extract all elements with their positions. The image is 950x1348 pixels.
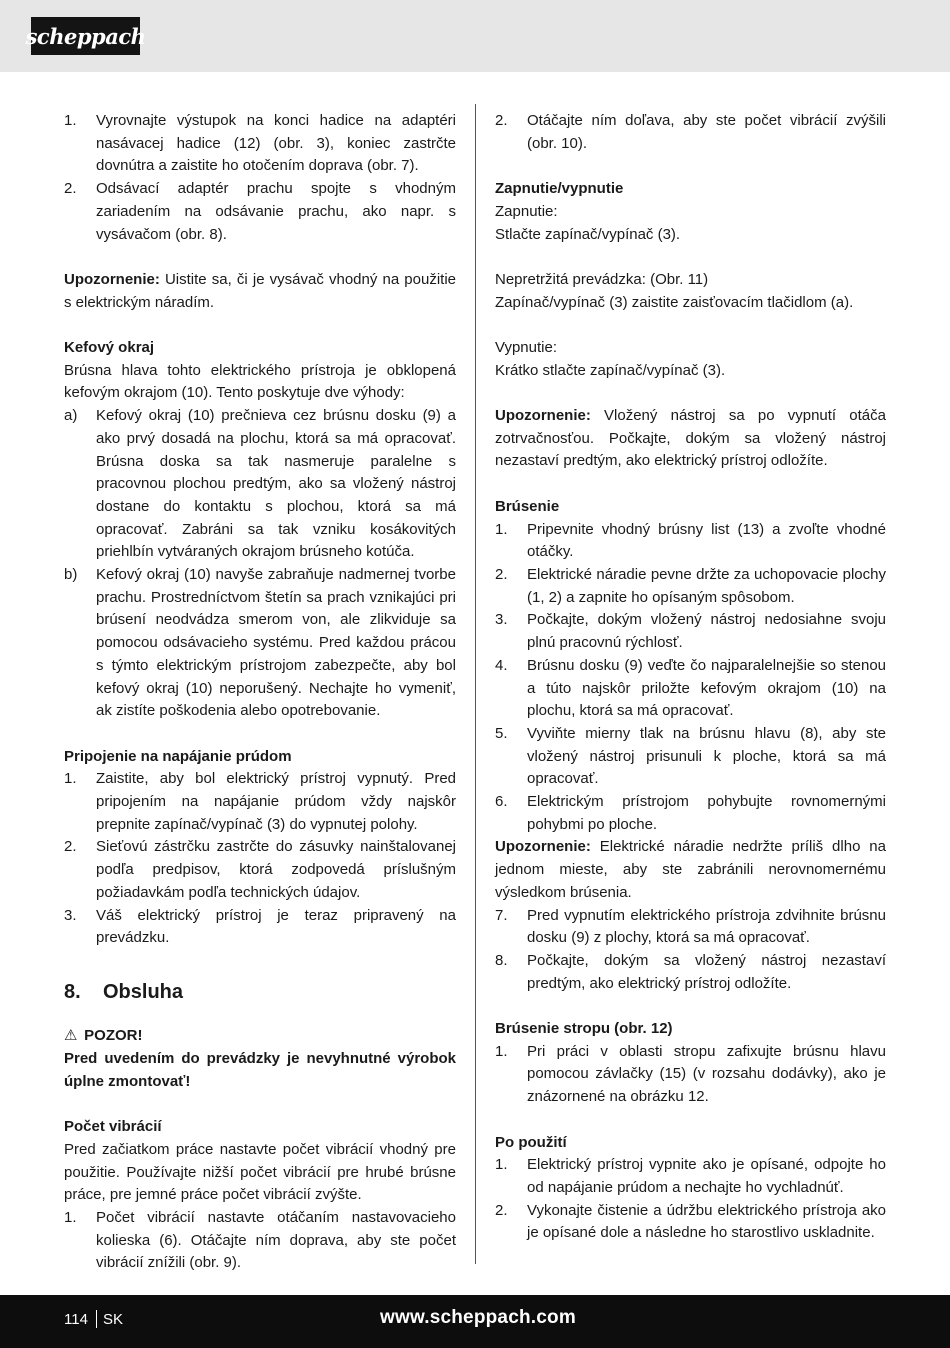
list-item bbox=[64, 768, 456, 836]
list-item-number: 2. bbox=[64, 180, 77, 198]
list-item-number: 7. bbox=[495, 906, 508, 924]
section-title: Obsluha bbox=[103, 980, 184, 1003]
page-number: 114 bbox=[64, 1311, 88, 1328]
list-item-number: 4. bbox=[495, 656, 508, 674]
scheppach-logo: scheppach bbox=[31, 17, 140, 55]
warning-label: POZOR! bbox=[84, 1027, 143, 1045]
heading-brusenie-stropu: Brúsenie stropu (obr. 12) bbox=[495, 1020, 673, 1038]
list-item bbox=[64, 178, 456, 246]
list-item-number: 3. bbox=[64, 906, 77, 924]
po-pouziti-list bbox=[495, 1154, 886, 1245]
heading-kefovy-okraj: Kefový okraj bbox=[64, 339, 155, 356]
list-item bbox=[64, 836, 456, 904]
list-item bbox=[495, 791, 886, 836]
list-item-text: Vyviňte mierny tlak na brúsnu hlavu (8), aby ste vložený nástroj prisunuli k ploche, ktorá sa má opracovať. bbox=[527, 724, 886, 788]
list-item bbox=[495, 723, 886, 791]
list-item-text: Elektrický prístroj vypnite ako je opísané, odpojte ho od napájanie prúdom a nechajte ho vychladnúť. bbox=[527, 1156, 886, 1196]
list-item-text: Odsávací adaptér prachu spojte s vhodným zariadením na odsávanie prachu, ako napr. s vysávačom (obr. 8). bbox=[96, 180, 456, 243]
list-item-number: 3. bbox=[495, 611, 508, 629]
list-item-number: 2. bbox=[495, 1201, 508, 1219]
list-item bbox=[495, 1154, 886, 1199]
nepretrzita-text: Zapínač/vypínač (3) zaistite zaisťovacím tlačidlom (a). bbox=[495, 293, 854, 311]
strop-list bbox=[495, 1041, 886, 1109]
list-item bbox=[495, 564, 886, 609]
list-item bbox=[64, 405, 456, 564]
kefovy-intro: Brúsna hlava tohto elektrického prístroja je obklopená kefovým okrajom (10). Tento poskytuje dve výhody: bbox=[64, 361, 456, 402]
vibracie-list-left bbox=[64, 1207, 456, 1275]
adapter-list bbox=[64, 110, 456, 246]
list-item-number: 1. bbox=[495, 520, 508, 538]
list-item-text: Pri práci v oblasti stropu zafixujte brúsnu hlavu pomocou závlačky (15) (v rozsahu dodávky), ako je znázornené na obrázku 12. bbox=[527, 1042, 886, 1106]
vypnutie-text: Krátko stlačte zapínač/vypínač (3). bbox=[495, 361, 726, 379]
warning-heading bbox=[64, 1025, 456, 1048]
list-item-text: Kefový okraj (10) navyše zabraňuje nadmernej tvorbe prachu. Prostredníctvom štetín sa prach vznikajúci pri brúsení neodvádza smerom von, ale zlikviduje sa pomocou odsávacieho systému. Pred každou prácou s týmto elektrickým prístrojom zabezpečte, aby bol kefový okraj (10) neporušený. Nechajte ho vymeniť, ak zistíte poškodenia alebo opotrebovanie. bbox=[96, 566, 456, 720]
note-label: Upozornenie: bbox=[495, 407, 591, 425]
right-column bbox=[495, 110, 886, 1245]
list-item-text: Vykonajte čistenie a údržbu elektrického prístroja ako je opísané dole a následne ho starostlivo uskladnite. bbox=[527, 1201, 886, 1242]
list-item-number: 2. bbox=[64, 838, 77, 856]
heading-zapnutie: Zapnutie/vypnutie bbox=[495, 180, 624, 198]
pripojenie-list bbox=[64, 768, 456, 950]
list-item-text: Sieťovú zástrčku zastrčte do zásuvky nainštalovanej podľa predpisov, ktorá zodpovedá príslušným požiadavkám podľa technických údajov. bbox=[96, 838, 456, 901]
list-item-text: Váš elektrický prístroj je teraz pripravený na prevádzku. bbox=[96, 906, 456, 947]
vypnutie-label: Vypnutie: bbox=[495, 338, 557, 356]
list-item-text: Počkajte, dokým vložený nástroj nedosiahne svoju plnú pracovnú rýchlosť. bbox=[527, 611, 886, 652]
list-item-text: Brúsnu dosku (9) veďte čo najparalelnejšie so stenou a túto najskôr priložte kefovým okrajom (10) na plochu, ktorá sa má opracovať. bbox=[527, 656, 886, 720]
note-label: Upozornenie: bbox=[64, 270, 160, 288]
list-item-number: 8. bbox=[495, 951, 508, 969]
list-item bbox=[495, 950, 886, 995]
section-number: 8. bbox=[64, 980, 81, 1003]
warning-text: Pred uvedením do prevádzky je nevyhnutné výrobok úplne zmontovať! bbox=[64, 1050, 456, 1090]
heading-brusenie: Brúsenie bbox=[495, 497, 560, 515]
brusenie-list-2 bbox=[495, 905, 886, 996]
list-item-number: 1. bbox=[64, 770, 77, 788]
vibracie-list-right bbox=[495, 110, 886, 155]
heading-pripojenie: Pripojenie na napájanie prúdom bbox=[64, 747, 292, 765]
list-item-text: Zaistite, aby bol elektrický prístroj vypnutý. Pred pripojením na napájanie prúdom vždy najskôr prepnite zapínač/vypínač (3) do vypnutej polohy. bbox=[96, 770, 456, 833]
warning-icon: ⚠ bbox=[64, 1027, 78, 1045]
zapnutie-text: Stlačte zapínač/vypínač (3). bbox=[495, 225, 681, 243]
list-item-text: Elektrické náradie pevne držte za uchopovacie plochy (1, 2) a zapnite ho opísaným spôsobom. bbox=[527, 565, 886, 606]
list-item-text: Pred vypnutím elektrického prístroja zdvihnite brúsnu dosku (9) z plochy, ktorá sa má opracovať. bbox=[527, 906, 886, 947]
left-column bbox=[64, 110, 456, 1275]
vibracie-intro: Pred začiatkom práce nastavte počet vibrácií vhodný pre použitie. Používajte nižší počet vibrácií pre hrubé brúsne práce, pre jemné práce počet vibrácií zvýšte. bbox=[64, 1140, 456, 1204]
footer-separator bbox=[96, 1310, 97, 1328]
list-item-text: Kefový okraj (10) prečnieva cez brúsnu dosku (9) a ako prvý dosadá na plochu, ktorá sa má opracovať. Brúsna doska sa tak nasmeruje paralelne s pracovnou plochou predtým, ako sa vložený nástroj dostane do kontaktu s plochou, ktorá sa má opracovať. Zabráni sa tak vzniku kosákovitých priehlbín vytváraných okrajom brúsneho kotúča. bbox=[96, 407, 456, 561]
list-item-number: a) bbox=[64, 407, 78, 425]
page-footer bbox=[0, 1295, 950, 1348]
list-item bbox=[495, 1200, 886, 1245]
list-item bbox=[64, 1207, 456, 1275]
list-item-number: 5. bbox=[495, 724, 508, 742]
list-item-number: 6. bbox=[495, 793, 508, 811]
list-item-number: 2. bbox=[495, 565, 508, 583]
list-item-text: Vyrovnajte výstupok na konci hadice na adaptéri nasávacej hadice (12) (obr. 3), koniec zastrčte dovnútra a zaistite ho otočením doprava (obr. 7). bbox=[96, 112, 456, 175]
website-link[interactable]: www.scheppach.com bbox=[380, 1307, 576, 1328]
list-item-text: Počkajte, dokým sa vložený nástroj nezastaví predtým, ako elektrický prístroj odložíte. bbox=[527, 951, 886, 992]
note-text: Vložený nástroj sa po vypnutí otáča zotrvačnosťou. Počkajte, dokým sa vložený nástroj nezastaví predtým, ako elektrický prístroj odložíte. bbox=[495, 407, 886, 470]
note-vacuum bbox=[64, 269, 456, 314]
list-item bbox=[495, 1041, 886, 1109]
note-brusenie bbox=[495, 836, 886, 904]
kefovy-list bbox=[64, 405, 456, 723]
section-heading-obsluha bbox=[64, 981, 456, 1003]
list-item-text: Pripevnite vhodný brúsny list (13) a zvoľte vhodné otáčky. bbox=[527, 520, 886, 561]
nepretrzita-label: Nepretržitá prevádzka: (Obr. 11) bbox=[495, 270, 709, 288]
heading-pocet-vibracii: Počet vibrácií bbox=[64, 1118, 162, 1136]
list-item-number: 1. bbox=[495, 1042, 508, 1060]
list-item bbox=[495, 110, 886, 155]
language-code: SK bbox=[103, 1311, 124, 1328]
page-header bbox=[0, 0, 950, 72]
list-item-number: 1. bbox=[495, 1156, 508, 1174]
list-item-number: 1. bbox=[64, 1208, 77, 1226]
note-text: Uistite sa, či je vysávač vhodný na použitie s elektrickým náradím. bbox=[64, 270, 456, 311]
zapnutie-label: Zapnutie: bbox=[495, 202, 558, 220]
note-text: Elektrické náradie nedržte príliš dlho na jednom mieste, aby ste zabránili nerovnomernému výsledkom brúsenia. bbox=[495, 838, 886, 901]
list-item-number: 1. bbox=[64, 112, 77, 129]
list-item-text: Počet vibrácií nastavte otáčaním nastavovacieho kolieska (6). Otáčajte ním doprava, aby ste počet vibrácií znížili (obr. 9). bbox=[96, 1208, 456, 1272]
list-item bbox=[495, 905, 886, 950]
note-inertia bbox=[495, 405, 886, 473]
brusenie-list bbox=[495, 519, 886, 837]
list-item bbox=[64, 110, 456, 178]
note-label: Upozornenie: bbox=[495, 838, 591, 856]
list-item-number: 2. bbox=[495, 112, 508, 129]
list-item bbox=[495, 655, 886, 723]
list-item bbox=[64, 564, 456, 723]
column-divider bbox=[475, 104, 476, 1264]
list-item bbox=[495, 609, 886, 654]
list-item-text: Elektrickým prístrojom pohybujte rovnomernými pohybmi po ploche. bbox=[527, 793, 886, 833]
list-item-number: b) bbox=[64, 566, 78, 584]
list-item-text: Otáčajte ním doľava, aby ste počet vibrácií zvýšili (obr. 10). bbox=[527, 112, 886, 152]
list-item bbox=[64, 905, 456, 950]
heading-po-pouziti: Po použití bbox=[495, 1133, 567, 1151]
list-item bbox=[495, 519, 886, 564]
